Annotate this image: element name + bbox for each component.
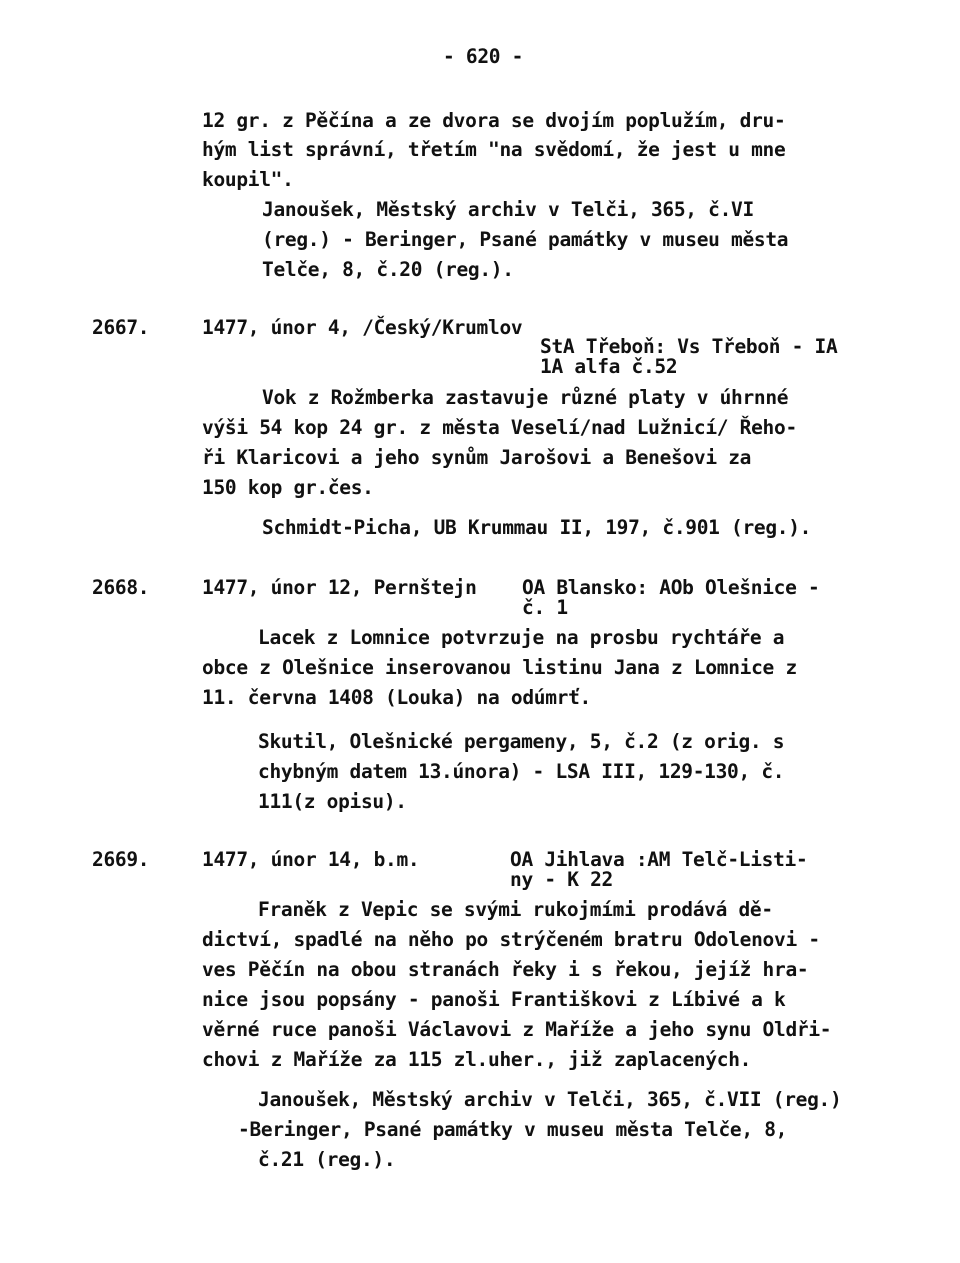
entry-text-line: Vok z Rožmberka zastavuje různé platy v úhrnné (262, 386, 789, 409)
entry-text-line: Lacek z Lomnice potvrzuje na prosbu rychtáře a (258, 626, 785, 649)
entry-text-line: obce z Olešnice inserovanou listinu Jana z Lomnice z (202, 656, 797, 679)
entry-ref-line: -Beringer, Psané památky v museu města Telče, 8, (238, 1118, 788, 1141)
page-number: - 620 - (443, 45, 524, 68)
entry-text-line: Franěk z Vepic se svými rukojmími prodává dě- (258, 898, 773, 921)
intro-line: 12 gr. z Pěčína a ze dvora se dvojím poplužím, dru- (202, 109, 786, 132)
entry-number: 2668. (92, 576, 150, 599)
intro-ref-line: (reg.) - Beringer, Psané památky v museu města (262, 228, 789, 251)
entry-text-line: chovi z Maříže za 115 zl.uher., již zaplacených. (202, 1048, 752, 1071)
intro-line: hým list správní, třetím "na svědomí, že jest u mne (202, 138, 786, 161)
entry-archive-line: ny - K 22 (510, 868, 613, 891)
entry-text-line: ves Pěčín na obou stranách řeky i s řekou, jejíž hra- (202, 958, 809, 981)
entry-text-line: 150 kop gr.čes. (202, 476, 374, 499)
entry-date-place: 1477, únor 4, /Český/Krumlov (202, 316, 523, 339)
entry-ref-line: Schmidt-Picha, UB Krummau II, 197, č.901 (reg.). (262, 516, 812, 539)
entry-text-line: nice jsou popsány - panoši Františkovi z Líbivé a k (202, 988, 786, 1011)
entry-archive-line: 1A alfa č.52 (540, 355, 678, 378)
entry-text-line: ři Klaricovi a jeho synům Jarošovi a Benešovi za (202, 446, 752, 469)
entry-text-line: 11. června 1408 (Louka) na odúmrť. (202, 686, 591, 709)
entry-date-place: 1477, únor 14, b.m. (202, 848, 420, 871)
entry-number: 2669. (92, 848, 150, 871)
entry-archive-line: StA Třeboň: Vs Třeboň - IA (540, 335, 838, 358)
entry-ref-line: Janoušek, Městský archiv v Telči, 365, č.VII (reg.) (258, 1088, 842, 1111)
entry-archive-line: OA Blansko: AOb Olešnice - (522, 576, 820, 599)
entry-ref-line: č.21 (reg.). (258, 1148, 396, 1171)
entry-date-place: 1477, únor 12, Pernštejn (202, 576, 477, 599)
entry-ref-line: chybným datem 13.února) - LSA III, 129-130, č. (258, 760, 785, 783)
entry-number: 2667. (92, 316, 150, 339)
entry-text-line: výši 54 kop 24 gr. z města Veselí/nad Lužnicí/ Řeho- (202, 416, 797, 439)
intro-ref-line: Telče, 8, č.20 (reg.). (262, 258, 514, 281)
entry-ref-line: 111(z opisu). (258, 790, 407, 813)
intro-line: koupil". (202, 168, 294, 191)
entry-text-line: dictví, spadlé na něho po strýčeném bratru Odolenovi - (202, 928, 820, 951)
entry-ref-line: Skutil, Olešnické pergameny, 5, č.2 (z orig. s (258, 730, 785, 753)
entry-archive-line: OA Jihlava :AM Telč-Listi- (510, 848, 808, 871)
intro-ref-line: Janoušek, Městský archiv v Telči, 365, č.VI (262, 198, 754, 221)
entry-archive-line: č. 1 (522, 596, 568, 619)
entry-text-line: věrné ruce panoši Václavovi z Maříže a jeho synu Oldři- (202, 1018, 832, 1041)
